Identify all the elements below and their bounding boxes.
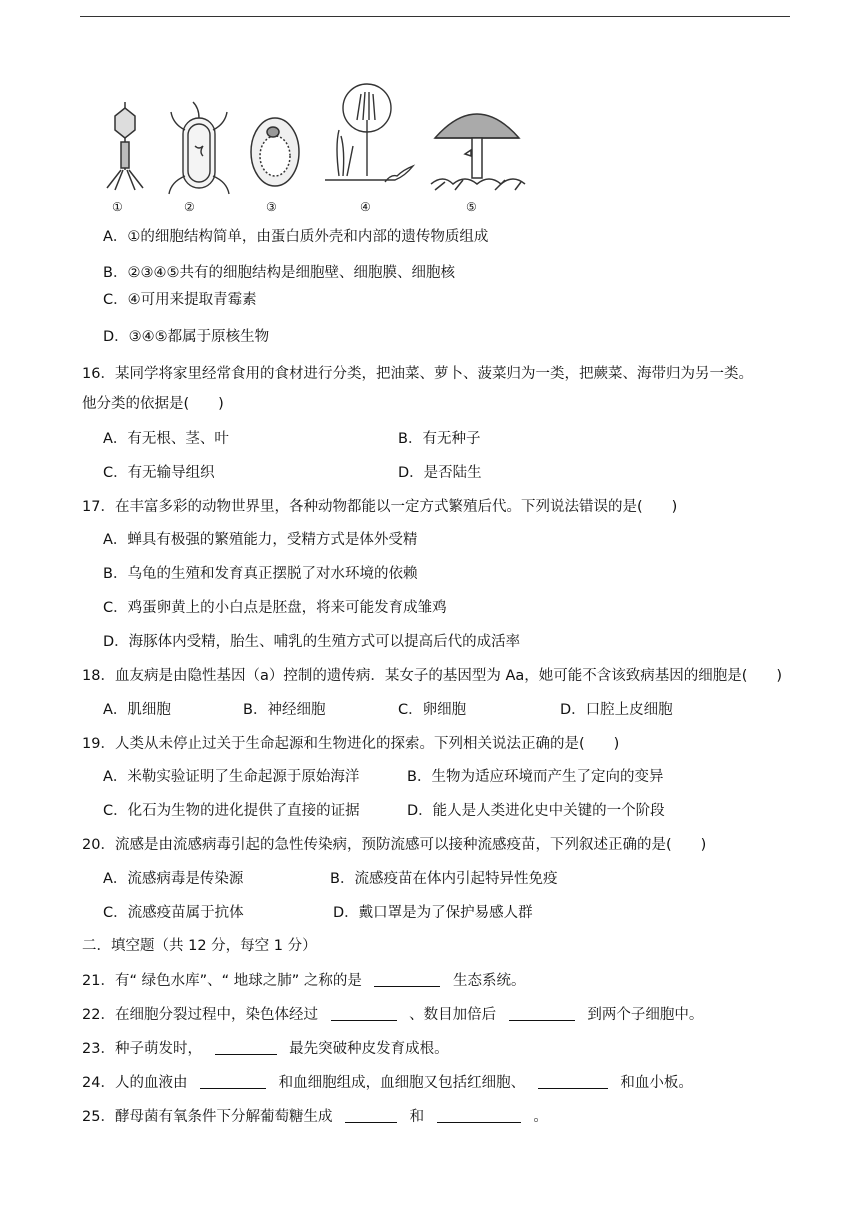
q23 xyxy=(82,1039,449,1059)
figure-label-4: ④ xyxy=(360,200,371,214)
q19-option-c: C．化石为生物的进化提供了直接的证据 xyxy=(103,803,360,819)
q15-option-d: D．③④⑤都属于原核生物 xyxy=(103,329,270,345)
q22-blank-1[interactable] xyxy=(331,1006,397,1021)
q25-text-a: 25．酵母菌有氧条件下分解葡萄糖生成 xyxy=(82,1109,333,1125)
q23-text-a: 23．种子萌发时， xyxy=(82,1041,202,1057)
q21-blank-1[interactable] xyxy=(374,972,440,987)
q18-option-d: D．口腔上皮细胞 xyxy=(560,702,673,718)
q16-option-b: B．有无种子 xyxy=(398,431,481,447)
q24-text-a: 24．人的血液由 xyxy=(82,1075,188,1091)
q24 xyxy=(82,1073,693,1093)
q19-option-a: A．米勒实验证明了生命起源于原始海洋 xyxy=(103,769,360,785)
q16-option-d: D．是否陆生 xyxy=(398,465,482,481)
q15-option-b: B．②③④⑤共有的细胞结构是细胞壁、细胞膜、细胞核 xyxy=(103,265,455,281)
q17-option-b: B．乌龟的生殖和发育真正摆脱了对水环境的依赖 xyxy=(103,566,418,582)
section-2-heading: 二．填空题（共 12 分，每空 1 分） xyxy=(82,938,317,954)
q18-option-a: A．肌细胞 xyxy=(103,702,171,718)
q22-blank-2[interactable] xyxy=(509,1006,575,1021)
q16-stem-2: 他分类的依据是( ) xyxy=(82,396,224,412)
q22-text-a: 22．在细胞分裂过程中，染色体经过 xyxy=(82,1007,318,1023)
q17-option-d: D．海豚体内受精，胎生、哺乳的生殖方式可以提高后代的成活率 xyxy=(103,634,521,650)
q17-option-c: C．鸡蛋卵黄上的小白点是胚盘，将来可能发育成雏鸡 xyxy=(103,600,447,616)
q24-blank-2[interactable] xyxy=(538,1074,608,1089)
q16-stem-1: 16．某同学将家里经常食用的食材进行分类，把油菜、萝卜、菠菜归为一类，把蕨菜、海带归为另一类。 xyxy=(82,366,753,382)
q25-text-b: 和 xyxy=(409,1109,425,1125)
q20-option-d: D．戴口罩是为了保护易感人群 xyxy=(333,905,533,921)
q19-option-b: B．生物为适应环境而产生了定向的变异 xyxy=(407,769,664,785)
q17-stem: 17．在丰富多彩的动物世界里，各种动物都能以一定方式繁殖后代。下列说法错误的是( ) xyxy=(82,499,678,515)
q15-option-c: C．④可用来提取青霉素 xyxy=(103,292,257,308)
q23-blank-1[interactable] xyxy=(215,1040,277,1055)
penicillium-drawing xyxy=(325,84,413,182)
bacterium-drawing xyxy=(169,102,229,194)
figure-label-5: ⑤ xyxy=(466,200,477,214)
organisms-figure xyxy=(95,80,535,220)
q21-text-a: 21．有“ 绿色水库”、“ 地球之肺” 之称的是 xyxy=(82,973,362,989)
mushroom-drawing xyxy=(431,114,525,190)
q20-option-a: A．流感病毒是传染源 xyxy=(103,871,244,887)
q22-text-b: 、数目加倍后 xyxy=(409,1007,497,1023)
q22-text-c: 到两个子细胞中。 xyxy=(587,1007,704,1023)
q17-option-a: A．蝉具有极强的繁殖能力，受精方式是体外受精 xyxy=(103,532,418,548)
header-rule xyxy=(80,16,790,17)
q25-blank-2[interactable] xyxy=(437,1108,521,1123)
q25-text-c: 。 xyxy=(533,1109,548,1125)
q19-stem: 19．人类从未停止过关于生命起源和生物进化的探索。下列相关说法正确的是( ) xyxy=(82,736,620,752)
q24-text-b: 和血细胞组成，血细胞又包括红细胞、 xyxy=(278,1075,526,1091)
figure-label-1: ① xyxy=(112,200,123,214)
q24-text-c: 和血小板。 xyxy=(620,1075,693,1091)
q25-blank-1[interactable] xyxy=(345,1108,397,1123)
q21 xyxy=(82,971,526,991)
q25 xyxy=(82,1107,548,1127)
q23-text-b: 最先突破种皮发育成根。 xyxy=(289,1041,449,1057)
q21-text-b: 生态系统。 xyxy=(453,973,526,989)
q22 xyxy=(82,1005,703,1025)
q16-option-a: A．有无根、茎、叶 xyxy=(103,431,229,447)
figure-label-3: ③ xyxy=(266,200,277,214)
yeast-drawing xyxy=(251,118,299,186)
q16-option-c: C．有无输导组织 xyxy=(103,465,215,481)
q20-option-b: B．流感疫苗在体内引起特异性免疫 xyxy=(330,871,558,887)
q18-stem: 18．血友病是由隐性基因（a）控制的遗传病．某女子的基因型为 Aa，她可能不含该致病基因的细胞是( ) xyxy=(82,668,783,684)
q24-blank-1[interactable] xyxy=(200,1074,266,1089)
q20-stem: 20．流感是由流感病毒引起的急性传染病，预防流感可以接种流感疫苗，下列叙述正确的是( ) xyxy=(82,837,707,853)
bacteriophage-drawing xyxy=(107,102,143,190)
q15-option-a: A．①的细胞结构简单，由蛋白质外壳和内部的遗传物质组成 xyxy=(103,229,489,245)
q19-option-d: D．能人是人类进化史中关键的一个阶段 xyxy=(407,803,665,819)
figure-label-2: ② xyxy=(184,200,195,214)
q18-option-c: C．卵细胞 xyxy=(398,702,467,718)
q20-option-c: C．流感疫苗属于抗体 xyxy=(103,905,244,921)
q18-option-b: B．神经细胞 xyxy=(243,702,326,718)
